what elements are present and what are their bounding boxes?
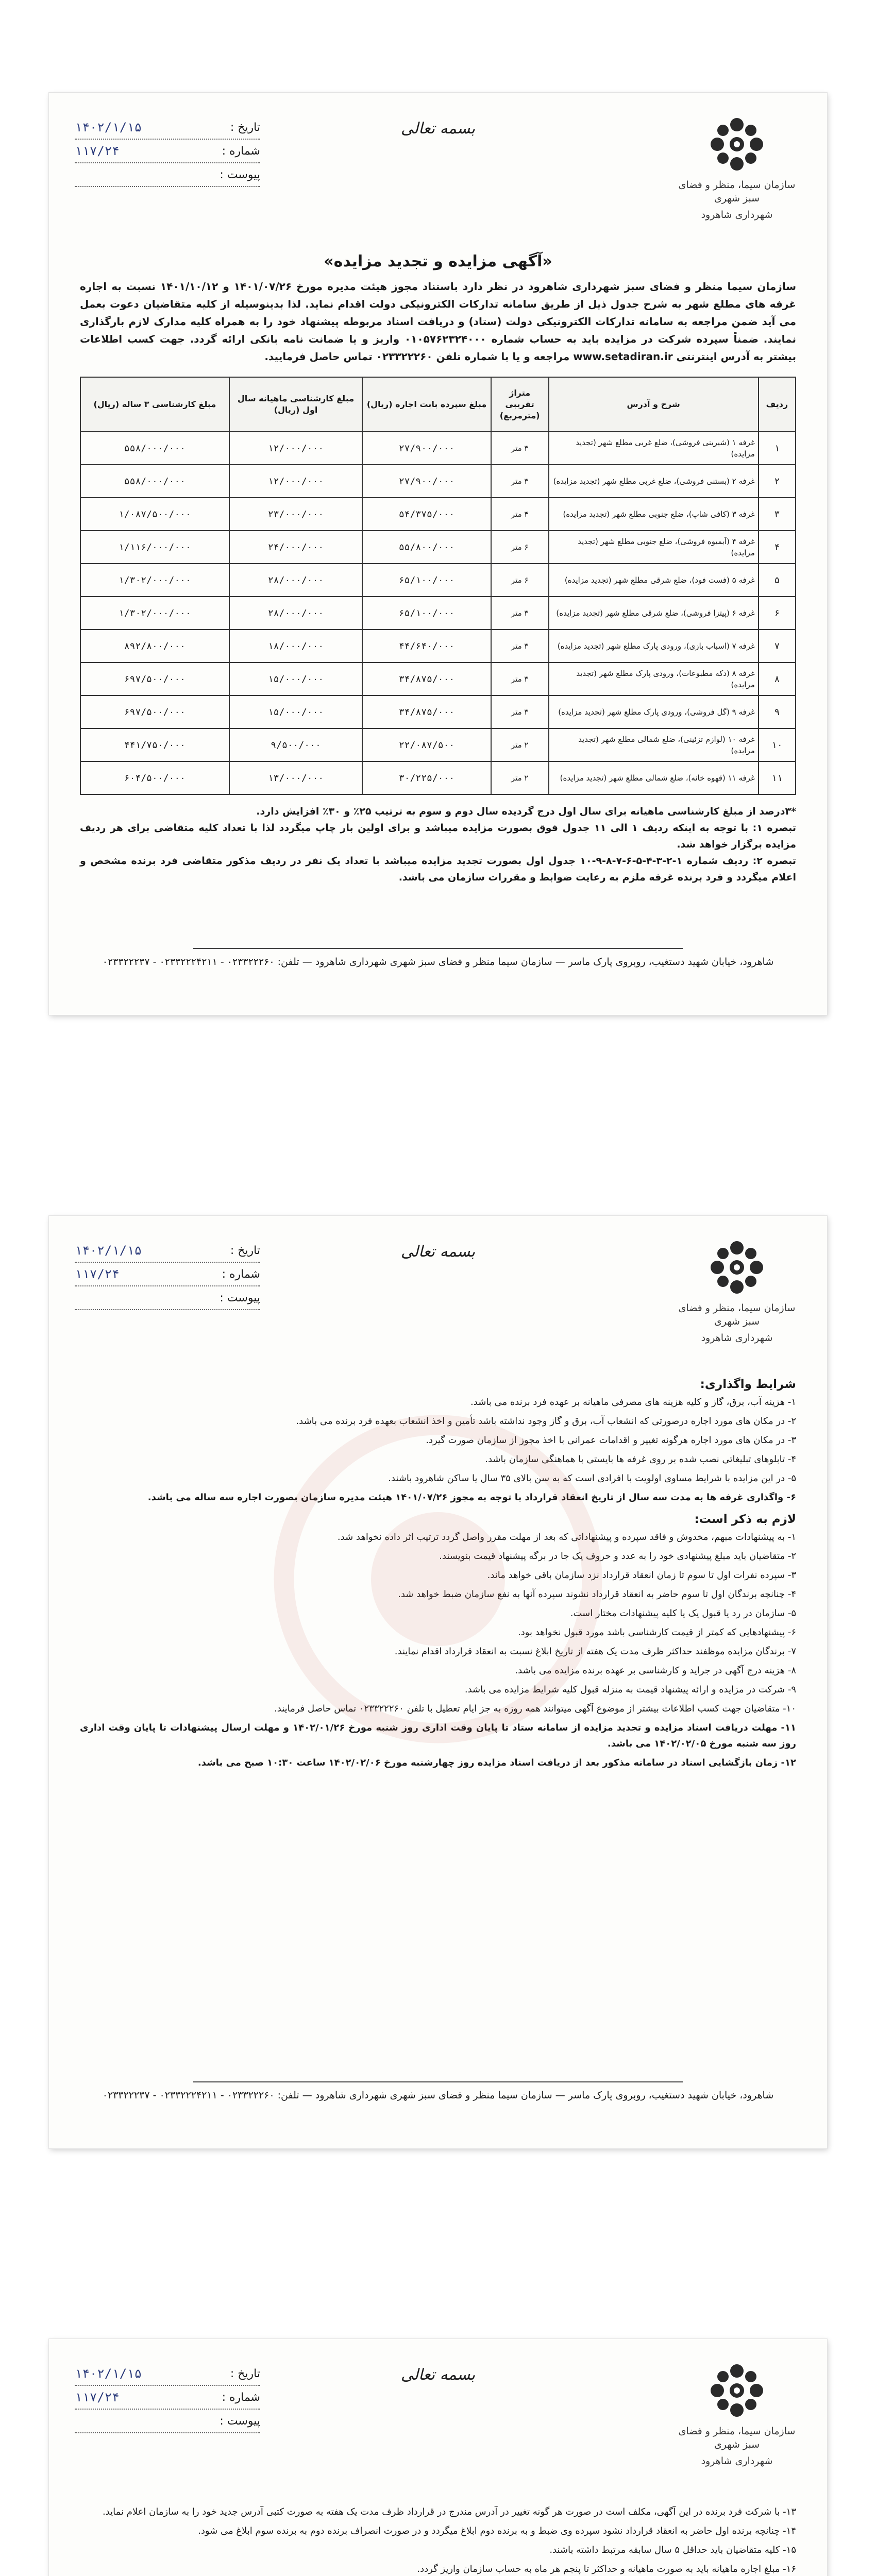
description-cell: غرفه ۵ (فست فود)، ضلع شرقی مطلع شهر (تجدید مزایده) (549, 564, 759, 597)
table-header-row (80, 377, 796, 432)
monthly-price-cell: ۲۳/۰۰۰/۰۰۰ (229, 498, 362, 531)
expert-price-cell: ۱/۰۸۷/۵۰۰/۰۰۰ (80, 498, 229, 531)
org-name-line2: شهرداری شاهرود (701, 209, 773, 221)
deposit-cell: ۳۴/۸۷۵/۰۰۰ (362, 663, 491, 696)
page-footer (49, 2081, 827, 2103)
col-area: متراژ تقریبی (مترمربع) (491, 377, 549, 432)
area-cell: ۳ متر (491, 696, 549, 728)
date-label: تاریخ : (230, 121, 260, 134)
notice-heading: لازم به ذکر است: (694, 1513, 796, 1526)
list-item: ۹- شرکت در مزایده و ارائه پیشنهاد قیمت به منزله قبول کلیه شرایط مزایده می باشد. (464, 1684, 796, 1695)
date-label: تاریخ : (230, 2367, 260, 2380)
row-number-cell: ۱ (759, 432, 796, 465)
expert-price-cell: ۶۰۴/۵۰۰/۰۰۰ (80, 761, 229, 794)
org-name-line2: شهرداری شاهرود (701, 2455, 773, 2467)
col-monthly: مبلغ کارشناسی ماهیانه سال اول (ریال) (229, 377, 362, 432)
letter-date: ۱۴۰۲/۱/۱۵ (75, 1243, 142, 1258)
page-3 (49, 2339, 827, 2576)
number-label: شماره : (222, 2391, 260, 2404)
list-item: ۷- برندگان مزایده موظفند حداکثر ظرف مدت یک هفته از تاریخ ابلاغ نسبت به انعقاد قرارداد اقدام نمایند. (394, 1646, 796, 1657)
table-row (80, 498, 796, 531)
description-cell: غرفه ۲ (بستنی فروشی)، ضلع غربی مطلع شهر (تجدید مزایده) (549, 465, 759, 498)
footer-address: شاهرود، خیابان شهید دستغیب، روبروی پارک ماسر — سازمان سیما منظر و فضای سبز شهری شهرداری شاهرود — تلفن: ۰۲۳۳۲۲۲۶۰ - ۰۲۳۳۲۲۲۴۲۱۱ - ۰۲۳۳۲۲۲۳۷ (102, 2090, 774, 2101)
table-body (80, 432, 796, 794)
bismillah: بسمه تعالی (400, 2366, 476, 2384)
footer-address: شاهرود، خیابان شهید دستغیب، روبروی پارک ماسر — سازمان سیما منظر و فضای سبز شهری شهرداری شاهرود — تلفن: ۰۲۳۳۲۲۲۶۰ - ۰۲۳۳۲۲۲۴۲۱۱ - ۰۲۳۳۲۲۲۳۷ (102, 956, 774, 968)
expert-price-cell: ۴۴۱/۷۵۰/۰۰۰ (80, 728, 229, 761)
row-number-cell: ۱۱ (759, 761, 796, 794)
area-cell: ۳ متر (491, 630, 549, 663)
number-label: شماره : (222, 1267, 260, 1281)
description-cell: غرفه ۷ (اسباب بازی)، ورودی پارک مطلع شهر (تجدید مزایده) (549, 630, 759, 663)
row-number-cell: ۵ (759, 564, 796, 597)
table-row (80, 630, 796, 663)
list-item: ۸- هزینه درج آگهی در جراید و کارشناسی بر عهده برنده مزایده می باشد. (515, 1665, 796, 1676)
row-number-cell: ۷ (759, 630, 796, 663)
row-number-cell: ۸ (759, 663, 796, 696)
list-item: ۱- به پیشنهادات مبهم، مخدوش و فاقد سپرده و پیشنهاداتی که بعد از مهلت مقرر واصل گردد ترتیب اثر داده نخواهد شد. (337, 1532, 796, 1543)
org-name-line1: سازمان سیما، منظر و فضای سبز شهری (678, 2426, 796, 2450)
letter-number: ۱۱۷/۲۴ (75, 144, 120, 158)
page-footer (49, 948, 827, 970)
list-item: ۱۵- کلیه متقاضیان باید حداقل ۵ سال سابقه مرتبط داشته باشند. (549, 2545, 796, 2555)
terms-continued-list (80, 2504, 796, 2576)
attachment-label: پیوست : (220, 168, 260, 181)
list-item: ۲- متقاضیان باید مبلغ پیشنهادی خود را به عدد و حروف یک جا در برگه پیشنهاد قیمت بنویسند. (439, 1551, 796, 1562)
deposit-cell: ۲۷/۹۰۰/۰۰۰ (362, 432, 491, 465)
table-row (80, 761, 796, 794)
description-cell: غرفه ۱۰ (لوازم تزئینی)، ضلع شمالی مطلع شهر (تجدید مزایده) (549, 728, 759, 761)
description-cell: غرفه ۳ (کافی شاپ)، ضلع جنوبی مطلع شهر (تجدید مزایده) (549, 498, 759, 531)
row-number-cell: ۳ (759, 498, 796, 531)
table-row (80, 728, 796, 761)
area-cell: ۶ متر (491, 531, 549, 564)
organization-logo (678, 113, 796, 222)
organization-logo (678, 1236, 796, 1345)
list-item: ۱۳- با شرکت فرد برنده در این آگهی، مکلف است در صورت هر گونه تغییر در آدرس مندرج در قرارداد ظرف مدت یک هفته به صورت کتبی آدرس جدید خود را به سازمان اعلام نماید. (103, 2506, 796, 2517)
expert-price-cell: ۱/۳۰۲/۰۰۰/۰۰۰ (80, 564, 229, 597)
expert-price-cell: ۵۵۸/۰۰۰/۰۰۰ (80, 465, 229, 498)
row-number-cell: ۹ (759, 696, 796, 728)
area-cell: ۳ متر (491, 597, 549, 630)
deposit-cell: ۵۴/۳۷۵/۰۰۰ (362, 498, 491, 531)
letterhead (49, 2339, 827, 2494)
row-number-cell: ۴ (759, 531, 796, 564)
note-1: *۳درصد از مبلغ کارشناسی ماهیانه برای سال اول درج گردیده سال دوم و سوم به ترتیب ۲۵٪ و ۳۰٪ افزایش دارد. (256, 806, 796, 817)
monthly-price-cell: ۱۲/۰۰۰/۰۰۰ (229, 432, 362, 465)
municipality-emblem-icon (706, 2360, 768, 2421)
list-item: ۲- در مکان های مورد اجاره درصورتی که انشعاب آب، برق و گاز وجود نداشته باشد تأمین و اخذ انشعاب بعهده فرد برنده می باشد. (296, 1416, 796, 1427)
conditions-heading: شرایط واگذاری: (700, 1378, 796, 1391)
bismillah: بسمه تعالی (400, 1243, 476, 1261)
letter-date: ۱۴۰۲/۱/۱۵ (75, 2366, 142, 2381)
letter-number: ۱۱۷/۲۴ (75, 2390, 120, 2404)
area-cell: ۲ متر (491, 761, 549, 794)
page-title: «آگهی مزایده و تجدید مزایده» (324, 252, 552, 270)
bismillah: بسمه تعالی (400, 120, 476, 138)
area-cell: ۳ متر (491, 465, 549, 498)
list-item: ۱۱- مهلت دریافت اسناد مزایده و تجدید مزایده از سامانه ستاد تا پایان وقت اداری روز شنبه مورخ ۱۴۰۲/۰۱/۲۶ و مهلت ارسال پیشنهادات تا پایان وقت اداری روز سه شنبه مورخ ۱۴۰۲/۰۲/۰۵ می باشد. (80, 1722, 796, 1749)
list-item: ۳- در مکان های مورد اجاره هرگونه تغییر و اقدامات عمرانی با اخذ مجوز از سازمان صورت گیرد. (426, 1435, 796, 1446)
deposit-cell: ۲۷/۹۰۰/۰۰۰ (362, 465, 491, 498)
monthly-price-cell: ۱۵/۰۰۰/۰۰۰ (229, 696, 362, 728)
table-row (80, 663, 796, 696)
note-3: تبصره ۲: ردیف شماره ۱-۲-۳-۴-۵-۶-۷-۸-۹-۱۰ جدول اول بصورت تجدید مزایده میباشد با تعداد یک نفر در ردیف مذکور متقاضی فرد برنده مشخص و اعلام میگردد و فرد برنده غرفه ملزم به رعایت ضوابط و مقررات سازمان می باشد. (80, 855, 797, 883)
deposit-cell: ۳۰/۲۲۵/۰۰۰ (362, 761, 491, 794)
table-row (80, 597, 796, 630)
expert-price-cell: ۵۵۸/۰۰۰/۰۰۰ (80, 432, 229, 465)
monthly-price-cell: ۱۵/۰۰۰/۰۰۰ (229, 663, 362, 696)
expert-price-cell: ۱/۱۱۶/۰۰۰/۰۰۰ (80, 531, 229, 564)
org-name-line1: سازمان سیما، منظر و فضای سبز شهری (678, 1302, 796, 1327)
col-row: ردیف (759, 377, 796, 432)
deposit-cell: ۶۵/۱۰۰/۰۰۰ (362, 564, 491, 597)
deposit-cell: ۲۲/۰۸۷/۵۰۰ (362, 728, 491, 761)
area-cell: ۲ متر (491, 728, 549, 761)
list-item: ۴- چنانچه برندگان اول تا سوم حاضر به انعقاد قرارداد نشوند سپرده آنها به نفع سازمان ضبط خواهد شد. (398, 1589, 796, 1600)
expert-price-cell: ۶۹۷/۵۰۰/۰۰۰ (80, 663, 229, 696)
list-item: ۱۰- متقاضیان جهت کسب اطلاعات بیشتر از موضوع آگهی میتوانند همه روزه به جز ایام تعطیل با تلفن ۰۲۳۳۲۲۲۶۰ تماس حاصل فرمایند. (274, 1703, 796, 1714)
letter-meta (75, 2362, 260, 2433)
list-item: ۶- واگذاری غرفه ها به مدت سه سال از تاریخ انعقاد قرارداد با توجه به مجوز ۱۴۰۱/۰۷/۲۶ هیئت مدیره سازمان بصورت اجاره سه ساله می باشد. (147, 1492, 796, 1503)
table-notes (80, 803, 796, 886)
col-description: شرح و آدرس (549, 377, 759, 432)
deposit-cell: ۴۴/۶۴۰/۰۰۰ (362, 630, 491, 663)
organization-logo (678, 2360, 796, 2468)
letterhead (49, 1216, 827, 1370)
row-number-cell: ۶ (759, 597, 796, 630)
auction-table (80, 377, 796, 795)
monthly-price-cell: ۱۲/۰۰۰/۰۰۰ (229, 465, 362, 498)
monthly-price-cell: ۱۸/۰۰۰/۰۰۰ (229, 630, 362, 663)
org-name-line1: سازمان سیما، منظر و فضای سبز شهری (678, 179, 796, 204)
description-cell: غرفه ۸ (دکه مطبوعات)، ورودی پارک مطلع شهر (تجدید مزایده) (549, 663, 759, 696)
description-cell: غرفه ۹ (گل فروشی)، ورودی پارک مطلع شهر (تجدید مزایده) (549, 696, 759, 728)
row-number-cell: ۲ (759, 465, 796, 498)
number-label: شماره : (222, 144, 260, 158)
description-cell: غرفه ۱۱ (قهوه خانه)، ضلع شمالی مطلع شهر (تجدید مزایده) (549, 761, 759, 794)
monthly-price-cell: ۱۳/۰۰۰/۰۰۰ (229, 761, 362, 794)
list-item: ۵- سازمان در رد یا قبول یک یا کلیه پیشنهادات مختار است. (570, 1608, 796, 1619)
description-cell: غرفه ۶ (پیتزا فروشی)، ضلع شرقی مطلع شهر (تجدید مزایده) (549, 597, 759, 630)
attachment-label: پیوست : (220, 1291, 260, 1304)
area-cell: ۴ متر (491, 498, 549, 531)
letter-number: ۱۱۷/۲۴ (75, 1267, 120, 1281)
deposit-cell: ۳۴/۸۷۵/۰۰۰ (362, 696, 491, 728)
note-2: تبصره ۱: با توجه به اینکه ردیف ۱ الی ۱۱ جدول فوق بصورت مزایده میباشد و برای اولین بار چاپ میگردد لذا با تعداد کلیه متقاضی برای هر ردیف مزایده برگزار خواهد شد. (80, 822, 796, 850)
description-cell: غرفه ۱ (شیرینی فروشی)، ضلع غربی مطلع شهر (تجدید مزایده) (549, 432, 759, 465)
org-name-line2: شهرداری شاهرود (701, 1332, 773, 1344)
col-deposit: مبلغ سپرده بابت اجاره (ریال) (362, 377, 491, 432)
expert-price-cell: ۸۹۲/۸۰۰/۰۰۰ (80, 630, 229, 663)
municipality-emblem-icon (706, 1236, 768, 1298)
monthly-price-cell: ۹/۵۰۰/۰۰۰ (229, 728, 362, 761)
list-item: ۶- پیشنهادهایی که کمتر از قیمت کارشناسی باشد مورد قبول نخواهد بود. (517, 1627, 796, 1638)
description-cell: غرفه ۴ (آبمیوه فروشی)، ضلع جنوبی مطلع شهر (تجدید مزایده) (549, 531, 759, 564)
deposit-cell: ۶۵/۱۰۰/۰۰۰ (362, 597, 491, 630)
row-number-cell: ۱۰ (759, 728, 796, 761)
list-item: ۱۲- زمان بازگشایی اسناد در سامانه مذکور بعد از دریافت اسناد مزایده روز چهارشنبه مورخ ۱۴۰۲/۰۲/۰۶ ساعت ۱۰:۳۰ صبح می باشد. (197, 1757, 796, 1768)
list-item: ۵- در این مزایده با شرایط مساوی اولویت با افرادی است که به سن بالای ۳۵ سال یا ساکن شاهرود باشند. (388, 1473, 796, 1484)
letterhead (49, 93, 827, 247)
page-1 (49, 93, 827, 1015)
municipality-emblem-icon (706, 113, 768, 175)
expert-price-cell: ۶۹۷/۵۰۰/۰۰۰ (80, 696, 229, 728)
list-item: ۴- تابلوهای تبلیغاتی نصب شده بر روی غرفه ها بایستی با هماهنگی سازمان باشد. (485, 1454, 796, 1465)
list-item: ۱۶- مبلغ اجاره ماهیانه باید به صورت ماهیانه و حداکثر تا پنجم هر ماه به حساب سازمان واریز گردد. (417, 2564, 796, 2574)
watermark-icon (271, 1412, 605, 1747)
area-cell: ۳ متر (491, 663, 549, 696)
monthly-price-cell: ۲۸/۰۰۰/۰۰۰ (229, 564, 362, 597)
letter-meta (75, 1239, 260, 1310)
letter-meta (75, 116, 260, 187)
letter-date: ۱۴۰۲/۱/۱۵ (75, 120, 142, 134)
list-item: ۱۴- چنانچه برنده اول حاضر به انعقاد قرارداد نشود سپرده وی ضبط و به برنده دوم ابلاغ میگردد و در صورت انصراف برنده دوم به برنده سوم ابلاغ می شود. (198, 2526, 796, 2536)
table-row (80, 564, 796, 597)
table-row (80, 432, 796, 465)
col-expert-3y: مبلغ کارشناسی ۳ ساله (ریال) (80, 377, 229, 432)
announcement-intro: سازمان سیما منظر و فضای سبز شهرداری شاهرود در نظر دارد باستناد مجوز هیئت مدیره مورخ ۱۴۰۱/۰۷/۲۶ و ۱۴۰۱/۱۰/۱۲ نسبت به اجاره غرفه های مطلع شهر به شرح جدول ذیل از طریق سامانه تدارکات الکترونیکی دولت اقدام نماید. لذا بدینوسیله از کلیه متقاضیان دعوت بعمل می آید ضمن مراجعه به سامانه تدارکات الکترونیکی دولت (ستاد) و دریافت اسناد مربوطه پیشنهاد خود را به همراه کلیه مدارک لازم بارگذاری نمایند. ضمناً سپرده شرکت در مزایده باید به حساب شماره ۰۱۰۵۷۶۲۳۲۴۰۰۰ واریز و یا ضمانت نامه بانکی ارائه گردد. جهت کسب اطلاعات بیشتر به آدرس اینترنتی www.setadiran.ir مراجعه و یا با شماره تلفن ۰۲۳۳۲۲۲۶۰ تماس حاصل فرمایید. (80, 280, 797, 363)
monthly-price-cell: ۲۴/۰۰۰/۰۰۰ (229, 531, 362, 564)
area-cell: ۳ متر (491, 432, 549, 465)
monthly-price-cell: ۲۸/۰۰۰/۰۰۰ (229, 597, 362, 630)
deposit-cell: ۵۵/۸۰۰/۰۰۰ (362, 531, 491, 564)
expert-price-cell: ۱/۳۰۲/۰۰۰/۰۰۰ (80, 597, 229, 630)
table-row (80, 465, 796, 498)
page-2 (49, 1216, 827, 2148)
attachment-label: پیوست : (220, 2414, 260, 2428)
table-row (80, 696, 796, 728)
date-label: تاریخ : (230, 1244, 260, 1257)
table-row (80, 531, 796, 564)
list-item: ۱- هزینه آب، برق، گاز و کلیه هزینه های مصرفی ماهیانه بر عهده فرد برنده می باشد. (470, 1397, 796, 1408)
list-item: ۳- سپرده نفرات اول تا سوم تا زمان انعقاد قرارداد نزد سازمان باقی خواهد ماند. (487, 1570, 796, 1581)
area-cell: ۶ متر (491, 564, 549, 597)
